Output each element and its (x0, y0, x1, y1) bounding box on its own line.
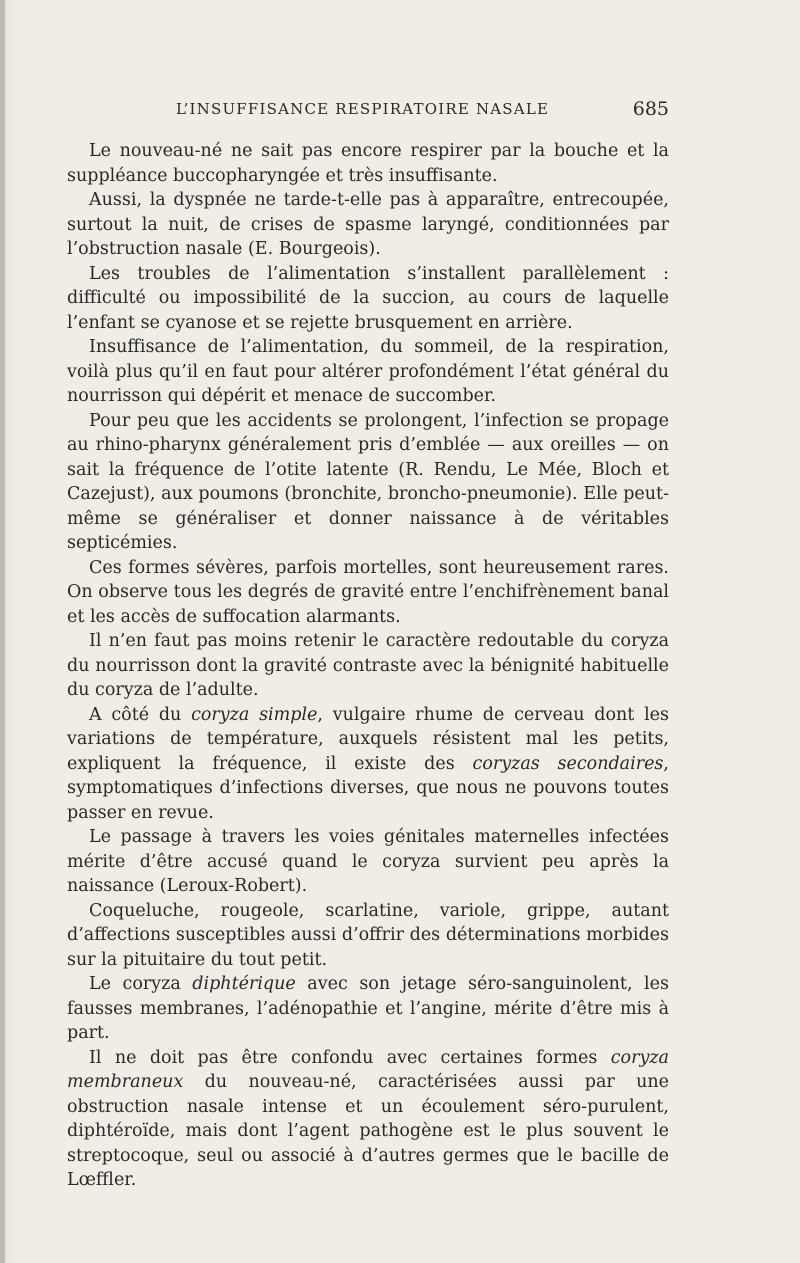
text-run: Aussi, la dyspnée ne tarde-t-elle pas à apparaître, entrecoupée, surtout la nuit, de crises de spasme laryngé, conditionnées par l’obstruction nasale (E. Bourgeois). (67, 190, 669, 259)
paragraph (67, 262, 669, 336)
text-run: A côté du (89, 704, 192, 725)
text-run: Il ne doit pas être confondu avec certaines formes (89, 1047, 611, 1068)
paragraph (67, 188, 669, 262)
text-run: Le passage à travers les voies génitales maternelles infectées mérite d’être accusé quand le coryza survient peu après la naissance (Leroux-Robert). (67, 827, 669, 896)
text-run: Il n’en faut pas moins retenir le caractère redoutable du coryza du nourrisson dont la gravité contraste avec la bénignité habituelle du coryza de l’adulte. (67, 631, 669, 700)
running-title: L’INSUFFISANCE RESPIRATOIRE NASALE (176, 100, 550, 118)
italic-term: coryzas secondaires (472, 753, 664, 774)
text-run: Les troubles de l’alimentation s’installent parallèlement : difficulté ou impossibilité de la succion, au cours de laquelle l’enfant se cyanose et se rejette brusquement en arrière. (67, 263, 669, 333)
paragraph (67, 629, 669, 703)
paragraph (67, 409, 669, 556)
body-text (67, 139, 669, 1193)
italic-term: coryza membraneux (67, 1047, 669, 1092)
page-binding-edge (0, 0, 5, 1263)
paragraph (67, 899, 669, 973)
text-run: Le nouveau-né ne sait pas encore respirer par la bouche et la suppléance buccopharyngée et très insuffisante. (67, 141, 669, 186)
text-run: Ces formes sévères, parfois mortelles, sont heureusement rares. On observe tous les degrés de gravité entre l’enchifrènement banal et les accès de suffocation alarmants. (67, 557, 669, 627)
text-run: , vulgaire rhume de cerveau dont les variations de température, auxquels résistent mal les petits, expliquent la fréquence, il existe des (67, 704, 670, 774)
paragraph (67, 139, 669, 188)
paragraph (67, 1046, 669, 1193)
text-run: Pour peu que les accidents se prolongent, l’infection se propage au rhino-pharynx généralement pris d’emblée — aux oreilles — on sait la fréquence de l’otite latente (R. Rendu, Le Mée, Bloch et Cazejust), aux poumons (bronchite, broncho-pneumonie). Elle peut-même se généraliser et donner naissance à de véritables septicémies. (67, 410, 669, 553)
text-run: Coqueluche, rougeole, scarlatine, variole, grippe, autant d’affections susceptibles aussi d’offrir des déterminations morbides sur la pituitaire du tout petit. (67, 900, 669, 970)
paragraph (67, 556, 669, 630)
italic-term: diphtérique (192, 974, 296, 994)
text-run: avec son jetage séro-sanguinolent, les fausses membranes, l’adénopathie et l’angine, mérite d’être mis à part. (67, 974, 669, 1043)
text-run: du nouveau-né, caractérisées aussi par une obstruction nasale intense et un écoulement séro-purulent, diphtéroïde, mais dont l’agent pathogène est le plus souvent le streptocoque, seul ou associé à d’autres germes que le bacille de Lœffler. (67, 1072, 669, 1190)
text-run: Le coryza (89, 974, 193, 994)
italic-term: coryza simple (191, 704, 318, 725)
text-run: Insuffisance de l’alimentation, du sommeil, de la respiration, voilà plus qu’il en faut pour altérer profondément l’état général du nourrisson qui dépérit et menace de succomber. (67, 337, 669, 406)
text-run: , symptomatiques d’infections diverses, que nous ne pouvons toutes passer en revue. (67, 753, 669, 823)
page-number: 685 (632, 98, 669, 120)
paragraph (67, 825, 669, 899)
paragraph (67, 335, 669, 409)
paragraph (67, 703, 669, 826)
paragraph (67, 972, 669, 1046)
